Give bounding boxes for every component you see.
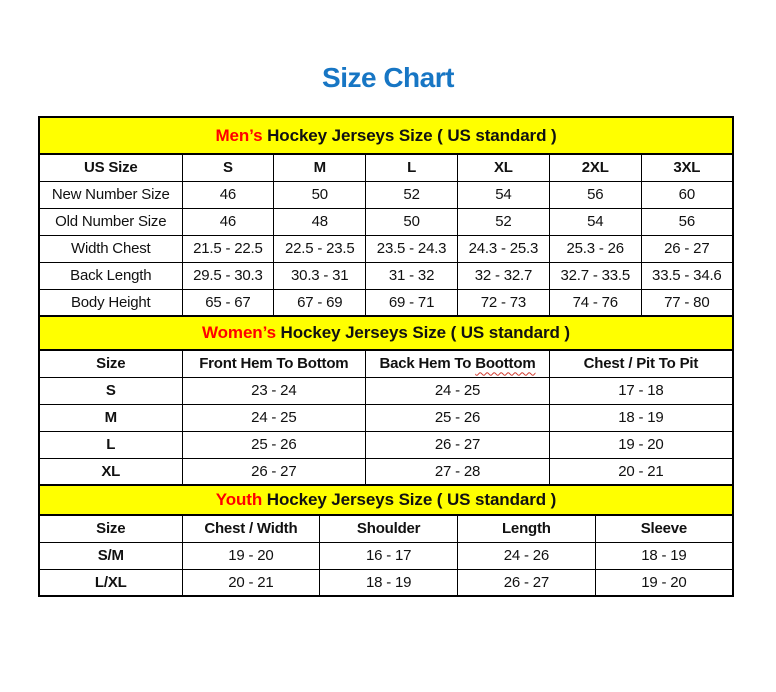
table-cell: 26 - 27 [458, 569, 596, 596]
row-label: L [39, 431, 182, 458]
tables-container [38, 116, 734, 597]
table-cell: 18 - 19 [595, 542, 733, 569]
table-cell: 52 [366, 181, 458, 208]
misspelled-word: Boottom [475, 355, 536, 373]
table-row [39, 431, 733, 458]
column-header: 2XL [549, 154, 641, 181]
youth-title-highlight: Youth [215, 490, 263, 509]
column-header: US Size [39, 154, 182, 181]
row-label: New Number Size [39, 181, 182, 208]
mens-title-rest: Hockey Jerseys Size ( US standard ) [262, 125, 557, 145]
row-label: M [39, 404, 182, 431]
mens-band-row [39, 117, 733, 154]
table-cell: 54 [549, 208, 641, 235]
table-cell: 32 - 32.7 [457, 262, 549, 289]
table-cell: 19 - 20 [549, 431, 733, 458]
youth-header-row [39, 515, 733, 542]
table-cell: 30.3 - 31 [274, 262, 366, 289]
column-header: Chest / Width [182, 515, 320, 542]
youth-size-table [38, 484, 734, 597]
womens-title-rest: Hockey Jerseys Size ( US standard ) [275, 323, 570, 342]
table-cell: 17 - 18 [549, 377, 733, 404]
table-cell: 20 - 21 [182, 569, 320, 596]
table-cell: 24 - 25 [182, 404, 366, 431]
table-cell: 18 - 19 [549, 404, 733, 431]
table-row [39, 181, 733, 208]
table-cell: 31 - 32 [366, 262, 458, 289]
table-row [39, 458, 733, 485]
table-cell: 54 [457, 181, 549, 208]
womens-title-highlight: Women’s [202, 323, 276, 342]
table-cell: 65 - 67 [182, 289, 274, 316]
column-header: S [182, 154, 274, 181]
youth-title-rest: Hockey Jerseys Size ( US standard ) [262, 490, 557, 509]
row-label: Body Height [39, 289, 182, 316]
table-cell: 26 - 27 [366, 431, 550, 458]
table-row [39, 569, 733, 596]
table-cell: 26 - 27 [641, 235, 733, 262]
mens-size-table [38, 116, 734, 317]
column-header [366, 350, 550, 377]
mens-table-title [39, 117, 733, 154]
table-cell: 50 [366, 208, 458, 235]
womens-table-title [39, 316, 733, 350]
youth-table-title [39, 485, 733, 515]
table-cell: 19 - 20 [182, 542, 320, 569]
column-header: 3XL [641, 154, 733, 181]
row-label: S/M [39, 542, 182, 569]
womens-band-row [39, 316, 733, 350]
table-cell: 21.5 - 22.5 [182, 235, 274, 262]
column-header: Size [39, 515, 182, 542]
table-cell: 24.3 - 25.3 [457, 235, 549, 262]
column-header: Size [39, 350, 182, 377]
table-cell: 24 - 25 [366, 377, 550, 404]
column-header: Length [458, 515, 596, 542]
row-label: Width Chest [39, 235, 182, 262]
column-header-text: Back Hem To [379, 355, 476, 373]
table-cell: 25.3 - 26 [549, 235, 641, 262]
table-cell: 29.5 - 30.3 [182, 262, 274, 289]
table-cell: 56 [641, 208, 733, 235]
table-row [39, 404, 733, 431]
column-header: Sleeve [595, 515, 733, 542]
womens-header-row [39, 350, 733, 377]
column-header: M [274, 154, 366, 181]
table-cell: 27 - 28 [366, 458, 550, 485]
row-label: XL [39, 458, 182, 485]
table-cell: 50 [274, 181, 366, 208]
table-cell: 46 [182, 181, 274, 208]
column-header: Chest / Pit To Pit [549, 350, 733, 377]
table-cell: 52 [457, 208, 549, 235]
womens-size-table [38, 315, 734, 486]
table-row [39, 377, 733, 404]
row-label: S [39, 377, 182, 404]
table-cell: 18 - 19 [320, 569, 458, 596]
table-row [39, 208, 733, 235]
page-title: Size Chart [322, 62, 454, 93]
table-cell: 20 - 21 [549, 458, 733, 485]
table-row [39, 289, 733, 316]
table-cell: 74 - 76 [549, 289, 641, 316]
youth-band-row [39, 485, 733, 515]
table-cell: 24 - 26 [458, 542, 596, 569]
table-cell: 16 - 17 [320, 542, 458, 569]
table-cell: 33.5 - 34.6 [641, 262, 733, 289]
row-label: Old Number Size [39, 208, 182, 235]
column-header: L [366, 154, 458, 181]
table-cell: 46 [182, 208, 274, 235]
column-header: Front Hem To Bottom [182, 350, 366, 377]
table-cell: 67 - 69 [274, 289, 366, 316]
table-cell: 56 [549, 181, 641, 208]
column-header: XL [457, 154, 549, 181]
mens-header-row [39, 154, 733, 181]
table-cell: 23 - 24 [182, 377, 366, 404]
table-cell: 25 - 26 [366, 404, 550, 431]
table-cell: 48 [274, 208, 366, 235]
table-cell: 32.7 - 33.5 [549, 262, 641, 289]
table-row [39, 542, 733, 569]
column-header: Shoulder [320, 515, 458, 542]
table-cell: 25 - 26 [182, 431, 366, 458]
table-cell: 22.5 - 23.5 [274, 235, 366, 262]
table-row [39, 235, 733, 262]
mens-title-highlight: Men’s [215, 125, 263, 145]
table-cell: 60 [641, 181, 733, 208]
table-cell: 26 - 27 [182, 458, 366, 485]
table-cell: 69 - 71 [366, 289, 458, 316]
table-cell: 72 - 73 [457, 289, 549, 316]
row-label: L/XL [39, 569, 182, 596]
table-cell: 23.5 - 24.3 [366, 235, 458, 262]
table-cell: 77 - 80 [641, 289, 733, 316]
row-label: Back Length [39, 262, 182, 289]
table-cell: 19 - 20 [595, 569, 733, 596]
table-row [39, 262, 733, 289]
